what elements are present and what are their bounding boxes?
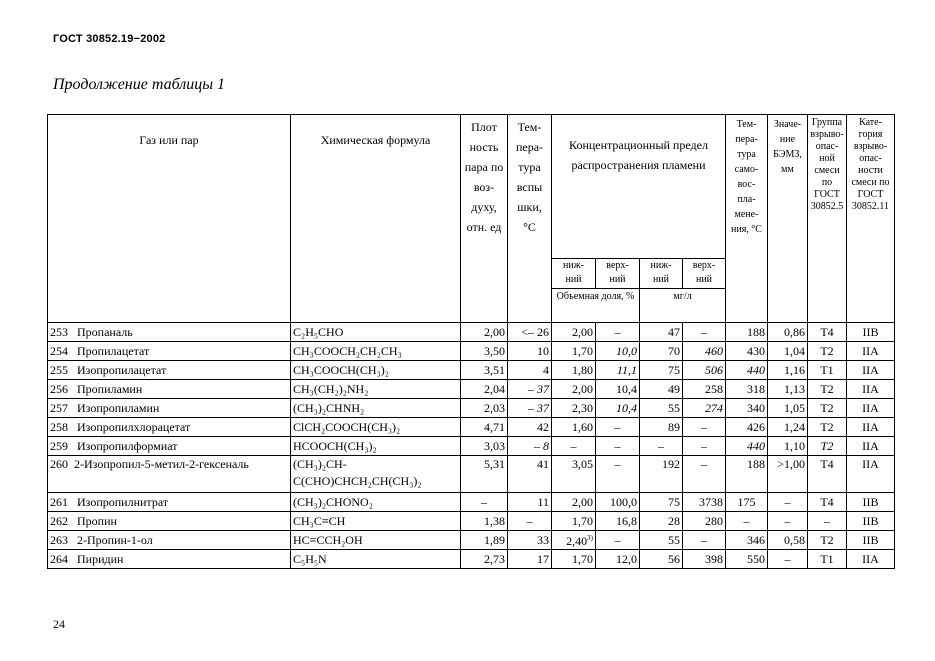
flash-point: 33 (508, 531, 552, 550)
bemz: 1,16 (768, 361, 808, 380)
row-number: 260 (50, 457, 68, 471)
lower-mg: 47 (640, 323, 683, 342)
gas-name: Изопропилацетат (77, 362, 167, 377)
category: IIB (847, 512, 895, 531)
group: – (808, 512, 847, 531)
lower-vol: – (552, 437, 596, 456)
category: IIA (847, 456, 895, 493)
upper-mg: 258 (683, 380, 726, 399)
bemz: 1,10 (768, 437, 808, 456)
lower-mg: 89 (640, 418, 683, 437)
bemz: >1,00 (768, 456, 808, 493)
upper-vol: – (596, 323, 640, 342)
table-row (48, 380, 895, 399)
formula: CH₃COOCH(CH₃)₂ (291, 361, 461, 380)
row-number: 254 (50, 343, 68, 358)
autoignition: 318 (726, 380, 768, 399)
density: 2,04 (461, 380, 508, 399)
gas-name: Пропиламин (77, 381, 143, 396)
lower-mg: – (640, 437, 683, 456)
category: IIA (847, 437, 895, 456)
gas-name: Пиридин (77, 551, 124, 566)
upper-vol: 10,4 (596, 399, 640, 418)
lower-vol: 1,70 (552, 342, 596, 361)
upper-vol: 12,0 (596, 550, 640, 569)
density: 2,03 (461, 399, 508, 418)
group: T1 (808, 550, 847, 569)
flash-point: – 37 (508, 399, 552, 418)
row-number: 258 (50, 419, 68, 434)
table-row (48, 342, 895, 361)
gas-properties-table (47, 114, 895, 569)
flash-point: 4 (508, 361, 552, 380)
autoignition: 440 (726, 361, 768, 380)
lower-mg: 56 (640, 550, 683, 569)
bemz: – (768, 512, 808, 531)
header-flash-point: Тем- пера- тура вспы шки, °С (508, 115, 552, 323)
footnote-mark: 3) (587, 534, 593, 542)
bemz: – (768, 493, 808, 512)
table-row (48, 531, 895, 550)
upper-mg: – (683, 437, 726, 456)
group: T4 (808, 493, 847, 512)
upper-mg: 398 (683, 550, 726, 569)
row-number: 259 (50, 438, 68, 453)
category: IIA (847, 418, 895, 437)
gas-name: 2-Пропин-1-ол (77, 532, 153, 547)
group: T2 (808, 531, 847, 550)
lower-vol: 2,40 (566, 534, 588, 548)
header-unit-volume-fraction: Объемная доля, % (552, 289, 640, 323)
table-row (48, 437, 895, 456)
category: IIA (847, 399, 895, 418)
formula: CH₃(CH₂)₂NH₂ (291, 380, 461, 399)
category: IIB (847, 493, 895, 512)
density: 1,89 (461, 531, 508, 550)
upper-vol: – (596, 418, 640, 437)
group: T2 (808, 418, 847, 437)
lower-vol: 2,00 (552, 323, 596, 342)
table-row (48, 418, 895, 437)
lower-mg: 75 (640, 361, 683, 380)
lower-mg: 192 (640, 456, 683, 493)
gas-name: Пропаналь (77, 324, 133, 339)
density: 2,00 (461, 323, 508, 342)
row-number: 255 (50, 362, 68, 377)
density: 1,38 (461, 512, 508, 531)
header-upper-mg: верх- ний (683, 259, 726, 289)
group: T2 (808, 380, 847, 399)
upper-mg: 3738 (683, 493, 726, 512)
table-row (48, 361, 895, 380)
upper-vol: 100,0 (596, 493, 640, 512)
lower-mg: 55 (640, 399, 683, 418)
density: 3,51 (461, 361, 508, 380)
gas-name: Изопропилформиат (77, 438, 178, 453)
autoignition: 430 (726, 342, 768, 361)
group: T4 (808, 323, 847, 342)
flash-point: 11 (508, 493, 552, 512)
upper-mg: 280 (683, 512, 726, 531)
bemz: – (768, 550, 808, 569)
bemz: 0,86 (768, 323, 808, 342)
upper-vol: – (596, 456, 640, 493)
bemz: 1,04 (768, 342, 808, 361)
header-formula: Химическая формула (291, 115, 461, 323)
row-number: 264 (50, 551, 68, 566)
density: 4,71 (461, 418, 508, 437)
gas-name: Пропилацетат (77, 343, 150, 358)
upper-mg: – (683, 531, 726, 550)
formula: CH₃COOCH₂CH₂CH₃ (291, 342, 461, 361)
formula: HC≡CCH₂OH (291, 531, 461, 550)
flash-point: 42 (508, 418, 552, 437)
table-row (48, 456, 895, 493)
category: IIA (847, 550, 895, 569)
table-row (48, 323, 895, 342)
header-bemz: Значе- ние БЭМЗ, мм (768, 115, 808, 323)
formula: HCOOCH(CH₃)₂ (291, 437, 461, 456)
autoignition: – (726, 512, 768, 531)
flash-point: 17 (508, 550, 552, 569)
gas-name: Изопропилнитрат (77, 494, 169, 509)
density: 2,73 (461, 550, 508, 569)
group: T1 (808, 361, 847, 380)
upper-mg: – (683, 323, 726, 342)
autoignition: 340 (726, 399, 768, 418)
row-number: 257 (50, 400, 68, 415)
flash-point: 41 (508, 456, 552, 493)
formula: (CH₃)₂CHNH₂ (291, 399, 461, 418)
gas-name: 2-Изопропил-5-метил-2-гексеналь (74, 457, 249, 471)
autoignition: 440 (726, 437, 768, 456)
autoignition: 188 (726, 323, 768, 342)
density: 5,31 (461, 456, 508, 493)
formula: C₂H₅CHO (291, 323, 461, 342)
lower-mg: 75 (640, 493, 683, 512)
upper-vol: 10,4 (596, 380, 640, 399)
formula: (CH₃)₂CHONO₂ (291, 493, 461, 512)
lower-vol: 1,70 (552, 512, 596, 531)
autoignition: 346 (726, 531, 768, 550)
density: 3,03 (461, 437, 508, 456)
lower-mg: 49 (640, 380, 683, 399)
formula: C₅H₅N (291, 550, 461, 569)
formula: ClCH₂COOCH(CH₃)₂ (291, 418, 461, 437)
density: – (461, 493, 508, 512)
autoignition: 175 (726, 493, 768, 512)
lower-vol: 1,70 (552, 550, 596, 569)
category: IIB (847, 531, 895, 550)
lower-vol: 1,80 (552, 361, 596, 380)
table-continuation-title: Продолжение таблицы 1 (53, 76, 226, 93)
upper-vol: 10,0 (596, 342, 640, 361)
group: T2 (808, 437, 847, 456)
header-density: Плот ность пара по воз- духу, отн. ед (461, 115, 508, 323)
gas-name: Изопропиламин (77, 400, 160, 415)
group: T2 (808, 399, 847, 418)
upper-mg: – (683, 456, 726, 493)
category: IIB (847, 323, 895, 342)
header-category: Кате- гория взрыво- опас- ности смеси по ГОСТ 30852.11 (847, 115, 895, 323)
header-lower-mg: ниж- ний (640, 259, 683, 289)
gas-name: Изопропилхлорацетат (77, 419, 191, 434)
bemz: 1,05 (768, 399, 808, 418)
lower-mg: 55 (640, 531, 683, 550)
header-autoignition: Тем- пера- тура само- вос- пла- мене- ния, °С (726, 115, 768, 323)
table-row (48, 550, 895, 569)
gas-name: Пропин (77, 513, 117, 528)
lower-vol: 2,00 (552, 380, 596, 399)
row-number: 263 (50, 532, 68, 547)
group: T2 (808, 342, 847, 361)
lower-mg: 70 (640, 342, 683, 361)
upper-mg: – (683, 418, 726, 437)
autoignition: 188 (726, 456, 768, 493)
formula-line-1: (CH₃)₂CH- (293, 457, 347, 471)
lower-vol: 1,60 (552, 418, 596, 437)
page-number: 24 (53, 617, 65, 631)
bemz: 1,24 (768, 418, 808, 437)
category: IIA (847, 342, 895, 361)
density: 3,50 (461, 342, 508, 361)
document-header: ГОСТ 30852.19−2002 (53, 33, 166, 45)
autoignition: 550 (726, 550, 768, 569)
upper-vol: – (596, 437, 640, 456)
flash-point: – 37 (508, 380, 552, 399)
upper-mg: 274 (683, 399, 726, 418)
bemz: 1,13 (768, 380, 808, 399)
table-row (48, 512, 895, 531)
category: IIA (847, 380, 895, 399)
header-upper-vol: верх- ний (596, 259, 640, 289)
autoignition: 426 (726, 418, 768, 437)
row-number: 256 (50, 381, 68, 396)
upper-vol: 11,1 (596, 361, 640, 380)
table-row (48, 493, 895, 512)
header-group: Группа взрыво- опас- ной смеси по ГОСТ 30852.5 (808, 115, 847, 323)
row-number: 261 (50, 494, 68, 509)
flash-point: <– 26 (508, 323, 552, 342)
flash-point: – 8 (508, 437, 552, 456)
group: T4 (808, 456, 847, 493)
lower-vol: 3,05 (552, 456, 596, 493)
header-gas: Газ или пар (48, 115, 291, 323)
upper-mg: 460 (683, 342, 726, 361)
lower-vol: 2,00 (552, 493, 596, 512)
lower-vol: 2,30 (552, 399, 596, 418)
flash-point: 10 (508, 342, 552, 361)
upper-vol: 16,8 (596, 512, 640, 531)
formula: CH₃C≡CH (291, 512, 461, 531)
table-row (48, 399, 895, 418)
row-number: 253 (50, 324, 68, 339)
bemz: 0,58 (768, 531, 808, 550)
category: IIA (847, 361, 895, 380)
header-lower-vol: ниж- ний (552, 259, 596, 289)
flash-point: – (508, 512, 552, 531)
header-concentration-limit: Концентрационный предел распространения пламени (552, 115, 726, 259)
row-number: 262 (50, 513, 68, 528)
formula-line-2: C(CHO)CHCH₂CH(CH₃)₂ (293, 474, 422, 488)
upper-mg: 506 (683, 361, 726, 380)
lower-mg: 28 (640, 512, 683, 531)
header-unit-mg-per-l: мг/л (640, 289, 726, 323)
upper-vol: – (596, 531, 640, 550)
